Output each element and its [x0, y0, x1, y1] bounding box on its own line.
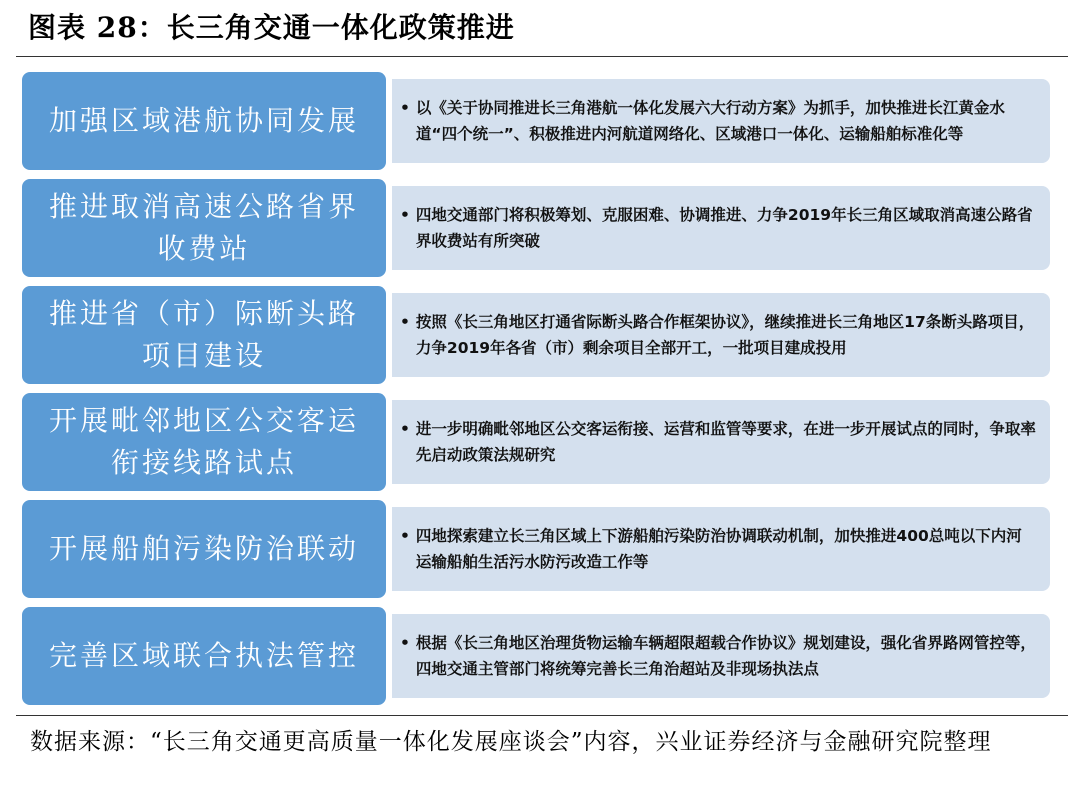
policy-label-box	[22, 500, 386, 598]
policy-desc-box	[392, 79, 1050, 163]
policy-label-box	[22, 286, 386, 384]
policy-description: 根据《长三角地区治理货物运输车辆超限超载合作协议》规划建设，强化省界路网管控等，四地交通主管部门将统筹完善长三角治超站及非现场执法点	[415, 634, 1036, 678]
bottom-divider	[16, 715, 1068, 716]
policy-desc-box	[392, 400, 1050, 484]
bullet-icon: •	[400, 634, 410, 652]
policy-row	[22, 286, 1052, 384]
policy-label-box	[22, 179, 386, 277]
policy-row	[22, 179, 1052, 277]
figure-title: 图表 28：长三角交通一体化政策推进	[28, 11, 515, 44]
policy-description: 按照《长三角地区打通省际断头路合作框架协议》，继续推进长三角地区17条断头路项目，力争2019年各省（市）剩余项目全部开工，一批项目建成投用	[415, 313, 1035, 357]
policy-desc-box	[392, 614, 1050, 698]
policy-desc-box	[392, 186, 1050, 270]
policy-label: 开展毗邻地区公交客运衔接线路试点	[48, 404, 359, 479]
bullet-icon: •	[400, 527, 410, 545]
bullet-icon: •	[400, 99, 410, 117]
source-note: 数据来源：“长三角交通更高质量一体化发展座谈会”内容，兴业证券经济与金融研究院整理	[30, 729, 992, 755]
policy-description: 四地探索建立长三角区域上下游船舶污染防治协调联动机制，加快推进400总吨以下内河运输船舶生活污水防污改造工作等	[415, 527, 1022, 571]
policy-row	[22, 72, 1052, 170]
bullet-icon: •	[400, 313, 410, 331]
policy-label: 完善区域联合执法管控	[48, 639, 359, 672]
policy-label-box	[22, 393, 386, 491]
policy-description: 四地交通部门将积极筹划、克服困难、协调推进、力争2019年长三角区域取消高速公路省界收费站有所突破	[415, 206, 1033, 250]
policy-row	[22, 393, 1052, 491]
policy-description: 进一步明确毗邻地区公交客运衔接、运营和监管等要求，在进一步开展试点的同时，争取率先启动政策法规研究	[415, 420, 1036, 464]
policy-label: 推进取消高速公路省界收费站	[48, 190, 359, 265]
policy-label: 开展船舶污染防治联动	[48, 532, 359, 565]
policy-description: 以《关于协同推进长三角港航一体化发展六大行动方案》为抓手，加快推进长江黄金水道“四个统一”、积极推进内河航道网络化、区域港口一体化、运输船舶标准化等	[415, 99, 1005, 143]
policy-row	[22, 607, 1052, 705]
policy-desc-box	[392, 507, 1050, 591]
policy-row	[22, 500, 1052, 598]
policy-label-box	[22, 72, 386, 170]
policy-label: 推进省（市）际断头路项目建设	[48, 297, 359, 372]
top-divider	[16, 56, 1068, 57]
bullet-icon: •	[400, 206, 410, 224]
bullet-icon: •	[400, 420, 410, 438]
policy-desc-box	[392, 293, 1050, 377]
policy-table	[22, 72, 1052, 714]
policy-label: 加强区域港航协同发展	[48, 104, 359, 137]
policy-label-box	[22, 607, 386, 705]
